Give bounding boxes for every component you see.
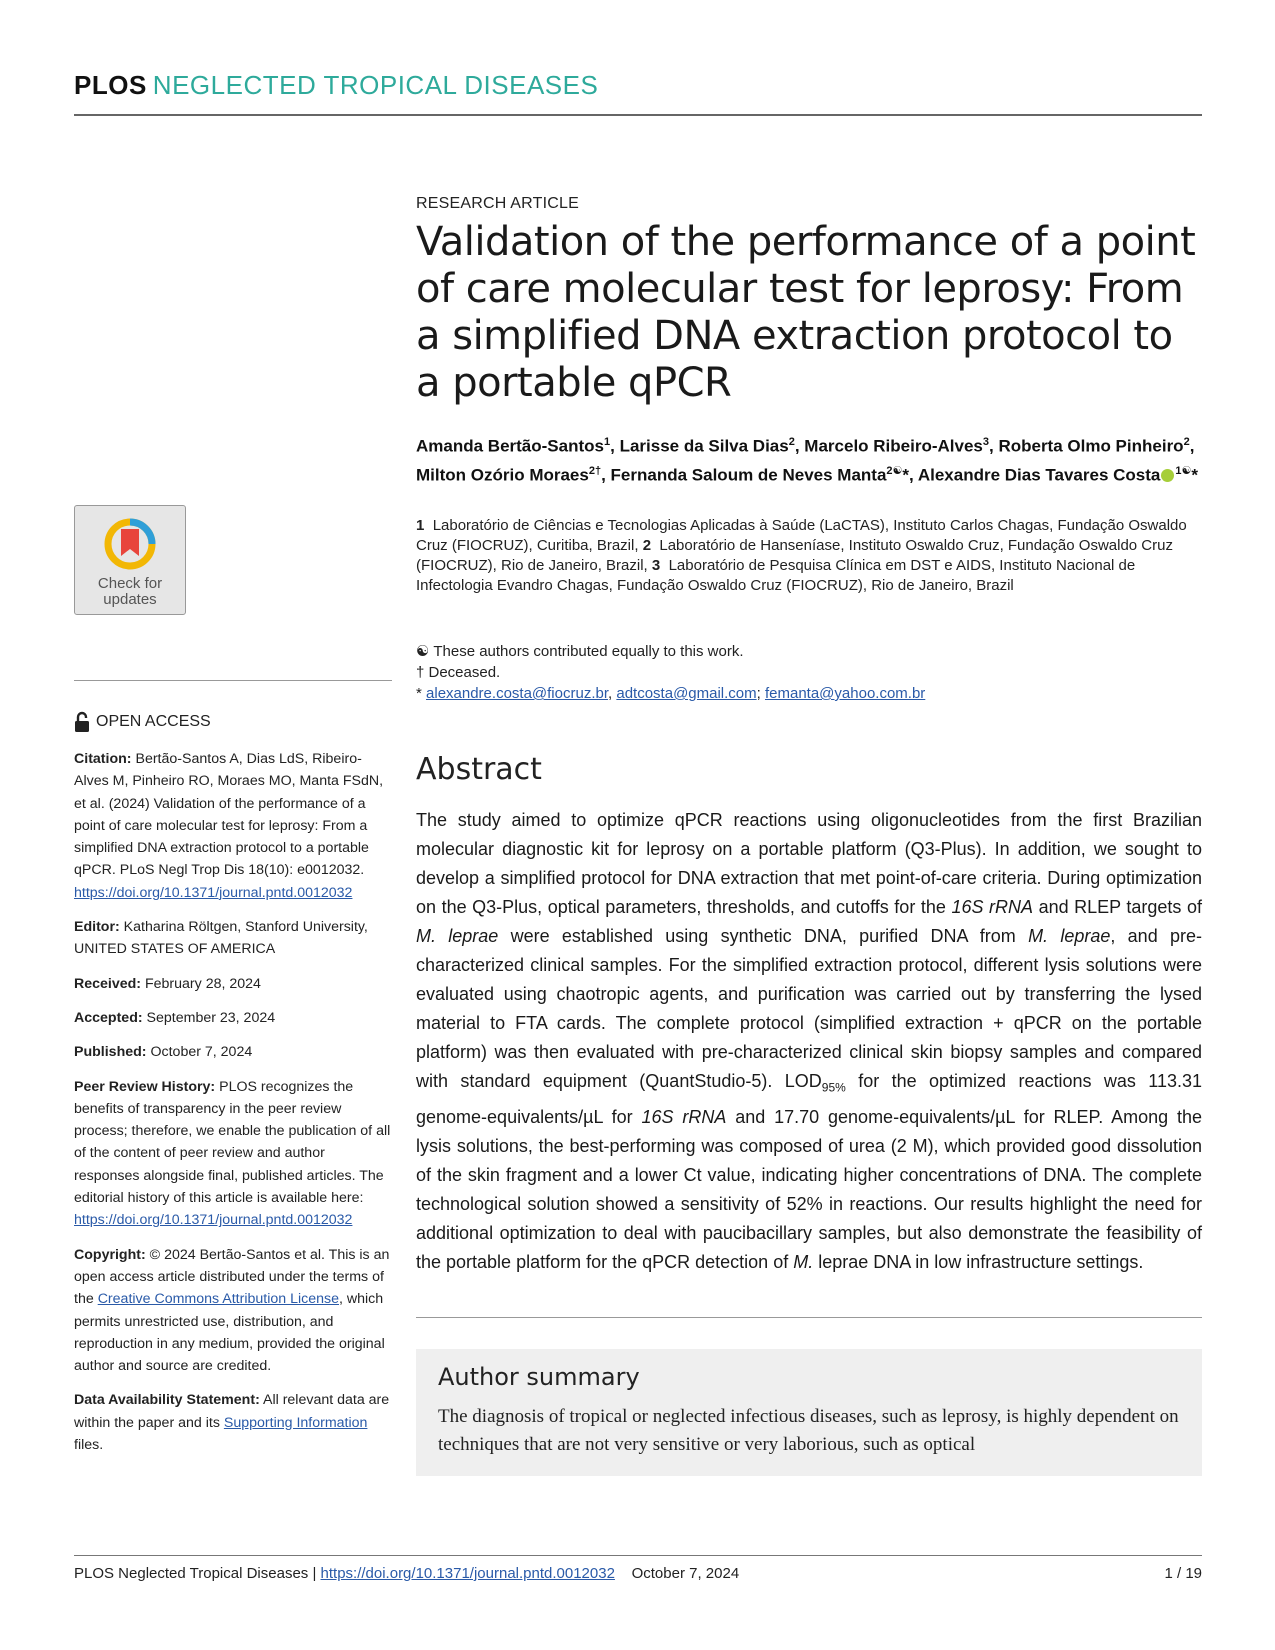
author-separator: , (610, 436, 620, 456)
abstract-segment: , and pre-characterized clinical samples. For the simplified extraction protocol, different lysis solutions were evaluated using chaotropic agents, and purification was carried out by transferring the lysed material to FTA cards. The complete protocol (simplified extraction + qPCR on the portable platform) was then evaluated with pre-characterized clinical skin biopsy samples and compared with standard equipment (QuantStudio-5). LOD (416, 926, 1202, 1091)
author-affiliation-marker: 1☯ (1175, 464, 1192, 477)
abstract-heading: Abstract (416, 752, 542, 787)
author-affiliation-marker: 2 (788, 436, 795, 448)
citation-text: Bertão-Santos A, Dias LdS, Ribeiro-Alves M, Pinheiro RO, Moraes MO, Manta FSdN, et al. (2024) Validation of the performance of a point of care molecular test for leprosy: From a simplified DNA extraction protocol to a portable qPCR. PLoS Negl Trop Dis 18(10): e0012032. (74, 751, 384, 879)
copyright-text: © 2024 Bertão-Santos et al. This is an open access article distributed under the terms of the (74, 1246, 390, 1308)
peer-review-label: Peer Review History: (74, 1078, 216, 1095)
bookmark-ring-icon (102, 516, 158, 572)
author-name: Milton Ozório Moraes (416, 465, 589, 485)
footer-journal: PLOS Neglected Tropical Diseases | (74, 1565, 317, 1582)
email-link[interactable]: femanta@yahoo.com.br (764, 685, 926, 702)
citation (74, 748, 394, 904)
author-separator: , (988, 436, 999, 456)
affiliation-number: 1 (416, 517, 425, 534)
article-title: Validation of the performance of a point of care molecular test for leprosy: From a simplified DNA extraction protocol to a portable qPCR (416, 219, 1196, 406)
data-availability-label: Data Availability Statement: (74, 1392, 260, 1409)
author-summary-box (416, 1349, 1202, 1476)
published-label: Published: (74, 1044, 147, 1061)
affiliation-text: Laboratório de Hanseníase, Instituto Oswaldo Cruz, Fundação Oswaldo Cruz (FIOCRUZ), Rio de Janeiro, Brazil, (416, 537, 1173, 574)
author-affiliation-marker: 2† (588, 464, 602, 477)
email-link[interactable]: adtcosta@gmail.com (616, 685, 757, 702)
author-separator: , (794, 436, 805, 456)
accepted-label: Accepted: (74, 1009, 143, 1026)
copyright (74, 1244, 394, 1378)
received (74, 973, 394, 995)
abstract-segment: M. leprae (1028, 926, 1111, 946)
page-footer (74, 1555, 1202, 1582)
author-list (416, 430, 1202, 487)
footer-date: October 7, 2024 (631, 1565, 740, 1582)
author-separator: *, (902, 465, 918, 485)
author-summary-text: The diagnosis of tropical or neglected infectious diseases, such as leprosy, is highly dependent on techniques that are not very sensitive or very laborious, such as optical (438, 1406, 1179, 1455)
citation-doi-link[interactable]: https://doi.org/10.1371/journal.pntd.0012032 (74, 884, 353, 901)
orcid-icon[interactable] (1161, 469, 1174, 482)
author-separator: , (1189, 436, 1195, 456)
peer-review-text: PLOS recognizes the benefits of transparency in the peer review process; therefore, we enable the publication of all of the content of peer review and author responses alongside final, published articles. The editorial history of this article is available here: (74, 1078, 391, 1207)
journal-header (74, 70, 1202, 116)
author-affiliation-marker: 3 (982, 436, 989, 448)
author-separator: * (1191, 465, 1198, 485)
corresponding-emails: * alexandre.costa@fiocruz.br, adtcosta@gmail.com; femanta@yahoo.com.br (416, 685, 926, 702)
abstract-segment: M. (793, 1251, 814, 1272)
abstract-segment: The study aimed to optimize qPCR reactions using oligonucleotides from the first Brazilian molecular diagnostic kit for leprosy on a portable platform (Q3-Plus). In addition, we sought to develop a simplified protocol for DNA extraction that met point-of-care criteria. During optimization on the Q3-Plus, optical parameters, thresholds, and cutoffs for the (416, 810, 1202, 917)
abstract-body (416, 806, 1202, 1277)
editor-text: Katharina Röltgen, Stanford University, UNITED STATES OF AMERICA (74, 919, 368, 958)
abstract-segment: 16S rRNA (951, 897, 1034, 917)
abstract-segment: were established using synthetic DNA, purified DNA from (498, 926, 1029, 946)
author-summary-heading: Author summary (438, 1363, 640, 1391)
editor-label: Editor: (74, 919, 120, 936)
data-availability-text-cont: files. (74, 1437, 104, 1454)
author-notes (416, 641, 1202, 704)
author-name: Roberta Olmo Pinheiro (998, 436, 1184, 456)
footer-doi-link[interactable]: https://doi.org/10.1371/journal.pntd.0012032 (320, 1565, 615, 1582)
editor (74, 916, 394, 961)
published-date: October 7, 2024 (150, 1044, 253, 1061)
citation-label: Citation: (74, 751, 132, 767)
badge-line-1: Check for (97, 575, 163, 592)
email-link[interactable]: alexandre.costa@fiocruz.br (426, 685, 609, 702)
article-type: RESEARCH ARTICLE (416, 195, 579, 212)
copyright-text-cont: , which permits unrestricted use, distribution, and reproduction in any medium, provided the original author and source are credited. (74, 1291, 385, 1375)
left-divider (74, 680, 392, 681)
accepted-date: September 23, 2024 (146, 1009, 276, 1026)
plos-logo-text: PLOS (74, 70, 147, 100)
badge-line-2: updates (103, 591, 157, 608)
affiliation-number: 2 (642, 537, 652, 554)
received-label: Received: (74, 975, 142, 992)
data-availability (74, 1389, 394, 1456)
author-name: Larisse da Silva Dias (619, 436, 789, 456)
license-link[interactable]: Creative Commons Attribution License (97, 1291, 339, 1308)
data-availability-text: All relevant data are within the paper and its (74, 1392, 390, 1431)
author-separator: , (601, 465, 611, 485)
author-affiliation-marker: 2☯ (886, 464, 903, 477)
abstract-segment: M. leprae (416, 926, 499, 946)
check-for-updates-badge[interactable] (74, 505, 186, 615)
author-name: Amanda Bertão-Santos (416, 436, 604, 456)
journal-name: NEGLECTED TROPICAL DISEASES (152, 70, 599, 100)
peer-review-history (74, 1076, 394, 1232)
abstract-segment: and 17.70 genome-equivalents/µL for RLEP. Among the lysis solutions, the best-performing was composed of urea (2 M), which provided good dissolution of the skin fragment and a lower Ct value, indicating higher concentrations of DNA. The complete technological solution showed a sensitivity of 52% in reactions. Our results highlight the need for additional optimization to deal with paucibacillary samples, but also demonstrate the feasibility of the portable platform for the qPCR detection of (416, 1106, 1202, 1272)
affiliation-number: 3 (651, 557, 661, 574)
abstract-segment: leprae DNA in low infrastructure settings. (813, 1251, 1144, 1272)
page-number: 1 / 19 (1164, 1565, 1202, 1582)
abstract-segment: and RLEP targets of (1033, 897, 1202, 917)
open-access-label: OPEN ACCESS (96, 713, 211, 730)
author-affiliation-marker: 1 (603, 436, 611, 448)
affiliation-text: Laboratório de Ciências e Tecnologias Aplicadas à Saúde (LaCTAS), Instituto Carlos Chagas, Fundação Oswaldo Cruz (FIOCRUZ), Curitiba, Brazil, (416, 517, 1187, 554)
equal-contribution-note: ☯ These authors contributed equally to this work. (416, 643, 744, 660)
open-lock-icon (74, 711, 90, 733)
abstract-segment: 16S rRNA (641, 1106, 727, 1127)
affiliation-text: Laboratório de Pesquisa Clínica em DST e AIDS, Instituto Nacional de Infectologia Evandro Chagas, Fundação Oswaldo Cruz (FIOCRUZ), Rio de Janeiro, Brazil (416, 557, 1136, 594)
affiliations (416, 516, 1202, 596)
abstract-segment: 95% (821, 1080, 846, 1095)
abstract-segment: for the optimized reactions was 113.31 genome-equivalents/µL for (416, 1071, 1203, 1127)
supporting-info-link[interactable]: Supporting Information (223, 1414, 368, 1431)
published (74, 1041, 394, 1063)
accepted (74, 1007, 394, 1029)
peer-review-link[interactable]: https://doi.org/10.1371/journal.pntd.0012032 (74, 1212, 353, 1229)
deceased-note: † Deceased. (416, 664, 501, 681)
article-metadata (74, 748, 394, 1468)
received-date: February 28, 2024 (144, 975, 261, 992)
copyright-label: Copyright: (74, 1246, 146, 1263)
abstract-divider (416, 1317, 1202, 1318)
author-name: Marcelo Ribeiro-Alves (804, 436, 983, 456)
open-access (74, 711, 211, 733)
author-affiliation-marker: 2 (1183, 436, 1190, 448)
author-name: Alexandre Dias Tavares Costa (917, 465, 1161, 485)
author-name: Fernanda Saloum de Neves Manta (610, 465, 887, 485)
